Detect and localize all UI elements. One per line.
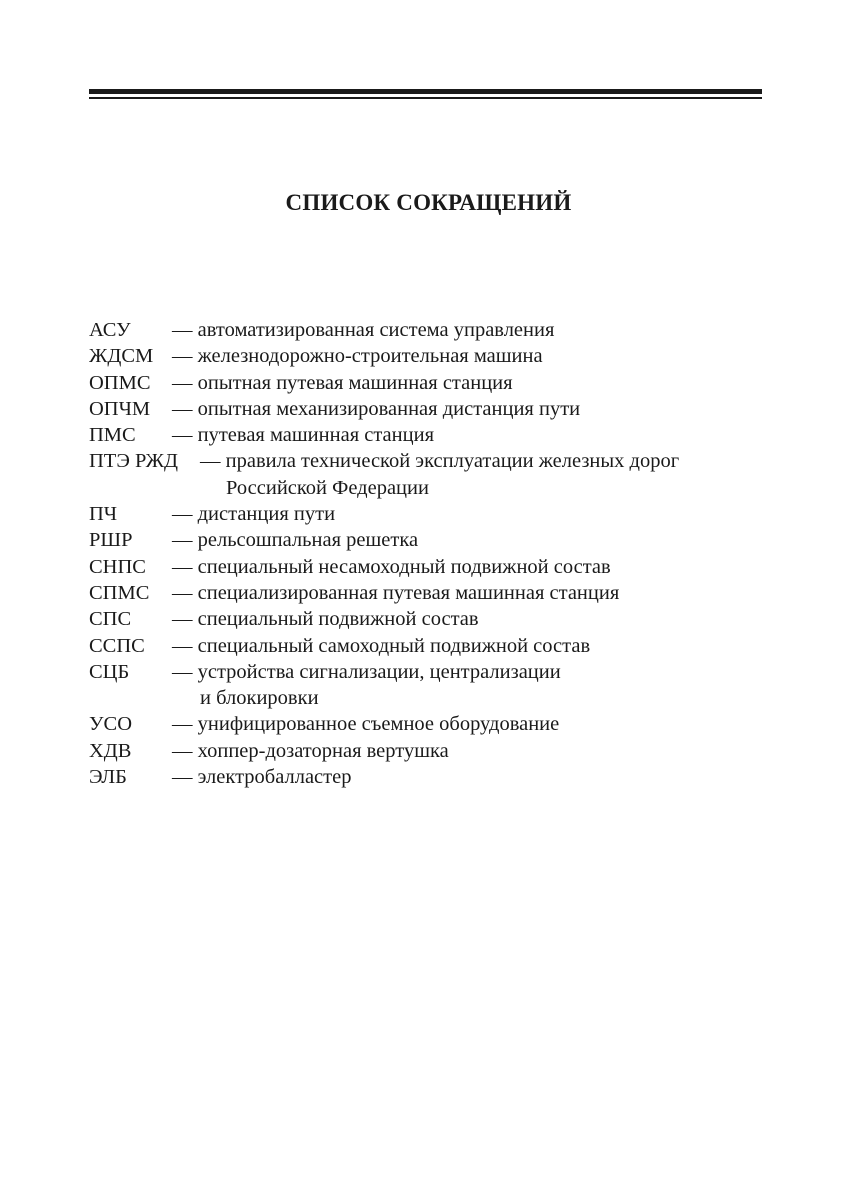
abbreviation-term: СПМС xyxy=(89,581,150,604)
abbreviation-term: ОПМС xyxy=(89,371,151,394)
abbreviation-entry xyxy=(89,580,789,606)
abbreviation-term: СПС xyxy=(89,608,132,631)
abbreviation-entry xyxy=(89,448,789,501)
abbreviation-definition: — устройства сигнализации, централизации xyxy=(172,660,561,683)
abbreviation-term: ПТЭ РЖД xyxy=(89,450,179,473)
abbreviation-definition: — путевая машинная станция xyxy=(172,424,434,447)
abbreviation-entry xyxy=(89,659,789,712)
page-title: СПИСОК СОКРАЩЕНИЙ xyxy=(285,190,572,215)
abbreviation-term: СНПС xyxy=(89,555,146,578)
abbreviation-term: АСУ xyxy=(89,319,131,341)
abbreviation-term: ОПЧМ xyxy=(89,397,151,420)
abbreviation-definition: — специальный самоходный подвижной состав xyxy=(172,634,591,657)
abbreviation-entry xyxy=(89,764,789,790)
abbreviation-entry xyxy=(89,738,789,764)
abbreviation-definition: — дистанция пути xyxy=(172,503,336,526)
abbreviation-entry xyxy=(89,606,789,632)
abbreviation-list xyxy=(89,317,789,790)
abbreviation-definition: — электробалластер xyxy=(172,766,352,789)
abbreviation-term: РШР xyxy=(89,529,133,552)
abbreviation-entry xyxy=(89,396,789,422)
abbreviation-definition: — автоматизированная система управления xyxy=(172,319,555,341)
abbreviation-term: УСО xyxy=(89,713,132,736)
abbreviation-definition: — опытная механизированная дистанция пути xyxy=(172,397,581,420)
abbreviation-entry xyxy=(89,343,789,369)
abbreviation-definition-continued: и блокировки xyxy=(200,687,319,710)
abbreviation-entry xyxy=(89,501,789,527)
abbreviation-entry xyxy=(89,554,789,580)
abbreviation-entry xyxy=(89,711,789,737)
abbreviation-definition: — специализированная путевая машинная станция xyxy=(172,581,620,604)
abbreviation-term: ХДВ xyxy=(89,739,132,762)
abbreviation-definition: — унифицированное съемное оборудование xyxy=(172,713,560,736)
abbreviation-entry xyxy=(89,422,789,448)
abbreviation-term: ЭЛБ xyxy=(89,766,127,789)
abbreviation-term: ССПС xyxy=(89,634,145,657)
abbreviation-definition: — опытная путевая машинная станция xyxy=(172,371,513,394)
abbreviation-definition: — железнодорожно-строительная машина xyxy=(172,345,543,368)
header-rule-thin xyxy=(89,97,762,99)
abbreviation-term: ПМС xyxy=(89,424,136,447)
abbreviation-entry xyxy=(89,527,789,553)
abbreviation-definition-continued: Российской Федерации xyxy=(226,476,429,499)
abbreviation-term: ПЧ xyxy=(89,503,118,526)
abbreviation-term: СЦБ xyxy=(89,660,130,683)
abbreviation-entry xyxy=(89,370,789,396)
abbreviation-term: ЖДСМ xyxy=(89,345,154,368)
abbreviation-definition: — специальный подвижной состав xyxy=(172,608,479,631)
abbreviation-entry xyxy=(89,633,789,659)
abbreviation-definition: — хоппер-дозаторная вертушка xyxy=(172,739,449,762)
abbreviation-entry xyxy=(89,317,789,343)
header-rule-thick xyxy=(89,89,762,94)
abbreviation-definition: — рельсошпальная решетка xyxy=(172,529,419,552)
abbreviation-definition: — правила технической эксплуатации железных дорог xyxy=(200,450,680,473)
abbreviation-definition: — специальный несамоходный подвижной состав xyxy=(172,555,611,578)
